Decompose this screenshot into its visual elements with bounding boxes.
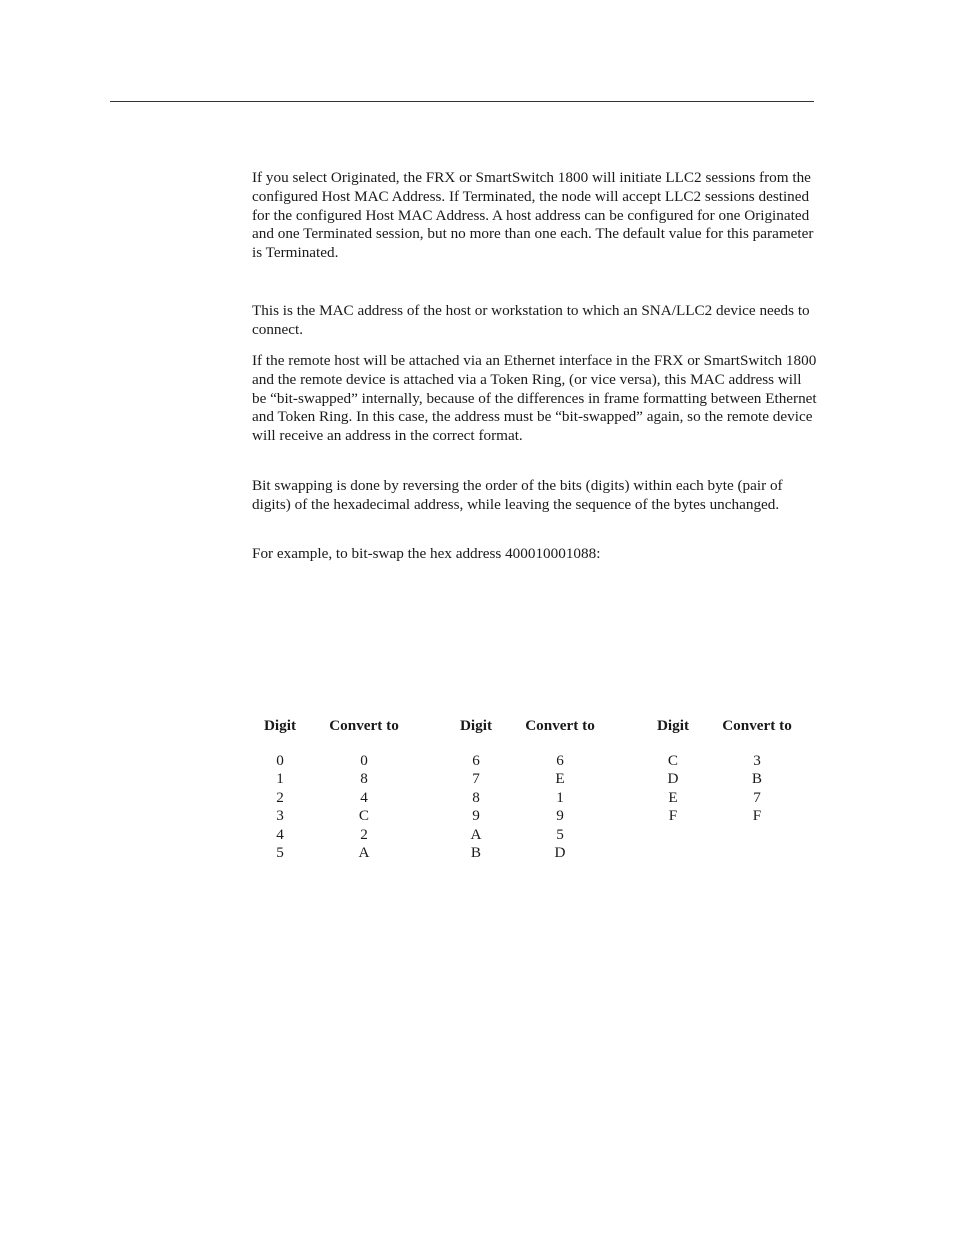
convert-cell: 5 xyxy=(556,825,564,843)
digit-cell: 6 xyxy=(472,751,480,769)
convert-cell: 3 xyxy=(753,751,761,769)
convert-column-3 xyxy=(717,717,797,826)
convert-column-2 xyxy=(520,717,600,863)
convert-cell: 0 xyxy=(360,751,368,769)
convert-header: Convert to xyxy=(722,717,792,734)
digit-cell: C xyxy=(667,751,679,769)
digit-cell: A xyxy=(470,825,482,843)
digit-cell: 0 xyxy=(276,751,284,769)
digit-cell: 7 xyxy=(472,770,480,788)
digit-cell: B xyxy=(470,844,482,862)
digit-cell: 2 xyxy=(276,788,284,806)
convert-cell: E xyxy=(555,770,565,788)
digit-cell: 5 xyxy=(276,844,284,862)
convert-cell: 1 xyxy=(556,788,564,806)
paragraph-example: For example, to bit-swap the hex address 400010001088: xyxy=(252,545,601,562)
convert-cell: A xyxy=(358,844,370,862)
convert-cell: 6 xyxy=(556,751,564,769)
digit-cell: 9 xyxy=(472,807,480,825)
digit-header: Digit xyxy=(656,717,690,734)
digit-cell: E xyxy=(668,788,678,806)
convert-cell: C xyxy=(358,807,370,825)
digit-cell: 1 xyxy=(276,770,284,788)
convert-cell: F xyxy=(752,807,762,825)
digit-column-2 xyxy=(448,717,504,863)
digit-column-1 xyxy=(252,717,308,863)
digit-header: Digit xyxy=(263,717,297,734)
paragraph-mac-address: This is the MAC address of the host or workstation to which an SNA/LLC2 device needs to connect. xyxy=(252,302,810,338)
convert-header: Convert to xyxy=(329,717,399,734)
convert-cell: 9 xyxy=(556,807,564,825)
digit-cell: D xyxy=(667,770,679,788)
digit-cell: 4 xyxy=(276,825,284,843)
convert-cell: 2 xyxy=(360,825,368,843)
digit-cell: F xyxy=(668,807,678,825)
digit-cell: 8 xyxy=(472,788,480,806)
convert-cell: 4 xyxy=(360,788,368,806)
convert-header: Convert to xyxy=(525,717,595,734)
paragraph-originated-terminated: If you select Originated, the FRX or SmartSwitch 1800 will initiate LLC2 sessions from the configured Host MAC Address. If Terminated, the node will accept LLC2 sessions destined for the configured Host MAC Address. A host address can be configured for one Originated and one Terminated session, but no more than one each. The default value for this parameter is Terminated. xyxy=(252,169,814,262)
convert-cell: 7 xyxy=(753,788,761,806)
convert-column-1 xyxy=(324,717,404,863)
paragraph-bit-swapped: If the remote host will be attached via an Ethernet interface in the FRX or SmartSwitch 1800 and the remote device is attached via a Token Ring, (or vice versa), this MAC address will be “bit-swapped” internally, because of the differences in frame formatting between Ethernet and Token Ring. In this case, the address must be “bit-swapped” again, so the remote device will receive an address in the correct format. xyxy=(252,352,817,445)
convert-cell: 8 xyxy=(360,770,368,788)
convert-cell: B xyxy=(751,770,763,788)
digit-header: Digit xyxy=(459,717,493,734)
paragraph-bit-swapping: Bit swapping is done by reversing the order of the bits (digits) within each byte (pair of digits) of the hexadecimal address, while leaving the sequence of the bytes unchanged. xyxy=(252,477,783,513)
digit-cell: 3 xyxy=(276,807,284,825)
digit-column-3 xyxy=(645,717,701,826)
convert-cell: D xyxy=(554,844,566,862)
header-rule xyxy=(110,101,814,102)
